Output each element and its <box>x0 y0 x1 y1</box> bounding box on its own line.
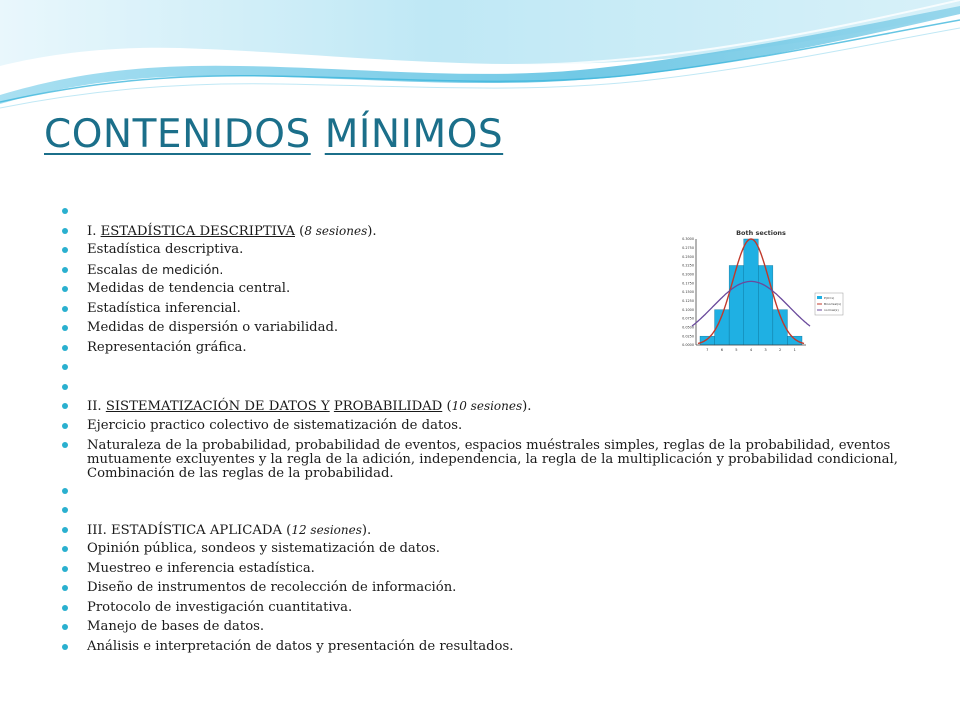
bullet-dot-icon <box>62 488 68 494</box>
y-tick-label: 0.0250 <box>682 334 694 339</box>
section-number: I. <box>87 223 101 239</box>
y-tick-label: 0.2250 <box>682 263 694 268</box>
bullet-dot-icon <box>62 527 68 533</box>
x-tick-label: 5 <box>735 348 738 352</box>
page-title <box>44 112 503 157</box>
paren-close: ). <box>522 399 532 414</box>
session-count: 8 sesiones <box>304 223 368 238</box>
legend-label: Binomial(x) <box>824 302 842 306</box>
list-item-text: Manejo de bases de datos. <box>87 619 265 634</box>
list-item <box>60 581 920 598</box>
bullet-dot-icon <box>62 228 68 234</box>
list-item <box>60 640 920 657</box>
list-item-text: Medidas de tendencia central. <box>87 281 291 296</box>
y-tick-label: 0.1500 <box>682 290 694 295</box>
list-item-text-sans: medición. <box>162 261 224 277</box>
list-item-empty <box>60 484 920 501</box>
bullet-dot-icon <box>62 345 68 351</box>
list-item <box>60 601 920 618</box>
x-tick-label: 4 <box>749 348 753 352</box>
x-tick-label: 7 <box>706 348 709 352</box>
section-heading-sistematizacion <box>60 399 920 416</box>
list-item-text: Protocolo de investigación cuantitativa. <box>87 599 353 615</box>
list-item-empty <box>60 503 920 520</box>
x-tick-label: 6 <box>720 348 724 352</box>
bullet-dot-icon <box>62 507 68 513</box>
legend-label: P(0=x) <box>824 296 835 300</box>
x-tick-label: 3 <box>764 348 767 352</box>
list-item <box>60 542 920 559</box>
y-tick-label: 0.0000 <box>682 343 694 348</box>
chart-legend <box>815 293 843 315</box>
title-link-contenidos[interactable]: CONTENIDOS <box>44 112 311 157</box>
y-tick-label: 0.3000 <box>682 237 694 242</box>
bullet-dot-icon <box>62 208 68 214</box>
bullet-dot-icon <box>62 384 68 390</box>
list-item-empty <box>60 380 920 397</box>
bullet-dot-icon <box>62 566 68 572</box>
chart-bar <box>744 239 759 345</box>
list-item-text: Opinión pública, sondeos y sistematización de datos. <box>87 541 440 556</box>
session-count: 12 sesiones <box>291 522 362 537</box>
section-title: ESTADÍSTICA DESCRIPTIVA <box>100 223 295 239</box>
bullet-dot-icon <box>62 442 68 448</box>
paren-close: ). <box>367 223 377 239</box>
chart-bar <box>758 266 773 346</box>
bullet-dot-icon <box>62 624 68 630</box>
y-tick-label: 0.1000 <box>682 307 694 312</box>
chart-bar <box>787 336 802 345</box>
list-item-text: Diseño de instrumentos de recolección de información. <box>87 580 457 595</box>
bullet-dot-icon <box>62 605 68 611</box>
bullet-dot-icon <box>62 585 68 591</box>
section-title: ESTADÍSTICA APLICADA <box>111 522 282 538</box>
list-item-text: Medidas de dispersión o variabilidad. <box>87 320 339 335</box>
section-number: III. <box>87 522 112 538</box>
bullet-dot-icon <box>62 306 68 312</box>
distribution-chart-image <box>674 223 846 357</box>
list-item-text: Estadística inferencial. <box>87 300 241 316</box>
session-count: 10 sesiones <box>451 399 523 413</box>
paren-open: ( <box>442 399 452 414</box>
list-item-empty <box>60 204 920 221</box>
list-item <box>60 419 920 436</box>
bullet-dot-icon <box>62 546 68 552</box>
list-item-text: Representación gráfica. <box>87 339 247 355</box>
title-link-minimos[interactable]: MÍNIMOS <box>324 112 504 157</box>
distribution-chart <box>674 223 846 357</box>
bullet-dot-icon <box>62 286 68 292</box>
bullet-dot-icon <box>62 364 68 370</box>
list-item-text: Escalas de <box>87 262 163 278</box>
list-item-text: Análisis e interpretación de datos y presentación de resultados. <box>87 638 514 654</box>
list-item-empty <box>60 360 920 377</box>
y-tick-label: 0.1750 <box>682 281 694 286</box>
header-wave-decoration <box>0 0 960 110</box>
y-tick-label: 0.0500 <box>682 325 694 330</box>
y-tick-label: 0.1250 <box>682 299 694 304</box>
paren-close: ). <box>361 522 372 538</box>
list-item-text: Naturaleza de la probabilidad, probabilidad de eventos, espacios muéstrales simples, reglas de la probabilidad, eventos mutuamente excluyentes y la regla de la adición, independencia, la regla de la multiplicación y probabilidad condicional, Combinación de las reglas de la probabilidad. <box>87 438 898 481</box>
list-item-text: Muestreo e inferencia estadística. <box>87 560 315 576</box>
section-heading-aplicada <box>60 523 920 540</box>
legend-label: normal(x) <box>824 308 839 312</box>
list-item-text: Estadística descriptiva. <box>87 242 244 257</box>
x-tick-label: 2 <box>778 348 782 352</box>
y-tick-label: 0.2000 <box>682 272 694 277</box>
bullet-dot-icon <box>62 267 68 273</box>
list-item-text: Ejercicio practico colectivo de sistematización de datos. <box>87 417 463 433</box>
paren-open: ( <box>294 223 305 239</box>
y-tick-label: 0.2750 <box>682 246 694 251</box>
bullet-dot-icon <box>62 325 68 331</box>
list-item <box>60 438 910 481</box>
section-title: SISTEMATIZACIÓN DE DATOS Y <box>105 399 330 414</box>
x-tick-label: 1 <box>793 348 796 352</box>
chart-title: Both sections <box>736 229 786 237</box>
bullet-dot-icon <box>62 247 68 253</box>
y-tick-label: 0.2500 <box>682 254 694 259</box>
bullet-dot-icon <box>62 644 68 650</box>
section-title: PROBABILIDAD <box>333 399 443 414</box>
bullet-dot-icon <box>62 423 68 429</box>
list-item <box>60 562 920 579</box>
chart-bar <box>700 336 715 345</box>
paren-open: ( <box>281 522 292 538</box>
list-item <box>60 620 920 637</box>
y-tick-label: 0.0750 <box>682 316 694 321</box>
bullet-dot-icon <box>62 403 68 409</box>
section-number: II. <box>87 399 106 414</box>
chart-bar <box>729 266 744 346</box>
